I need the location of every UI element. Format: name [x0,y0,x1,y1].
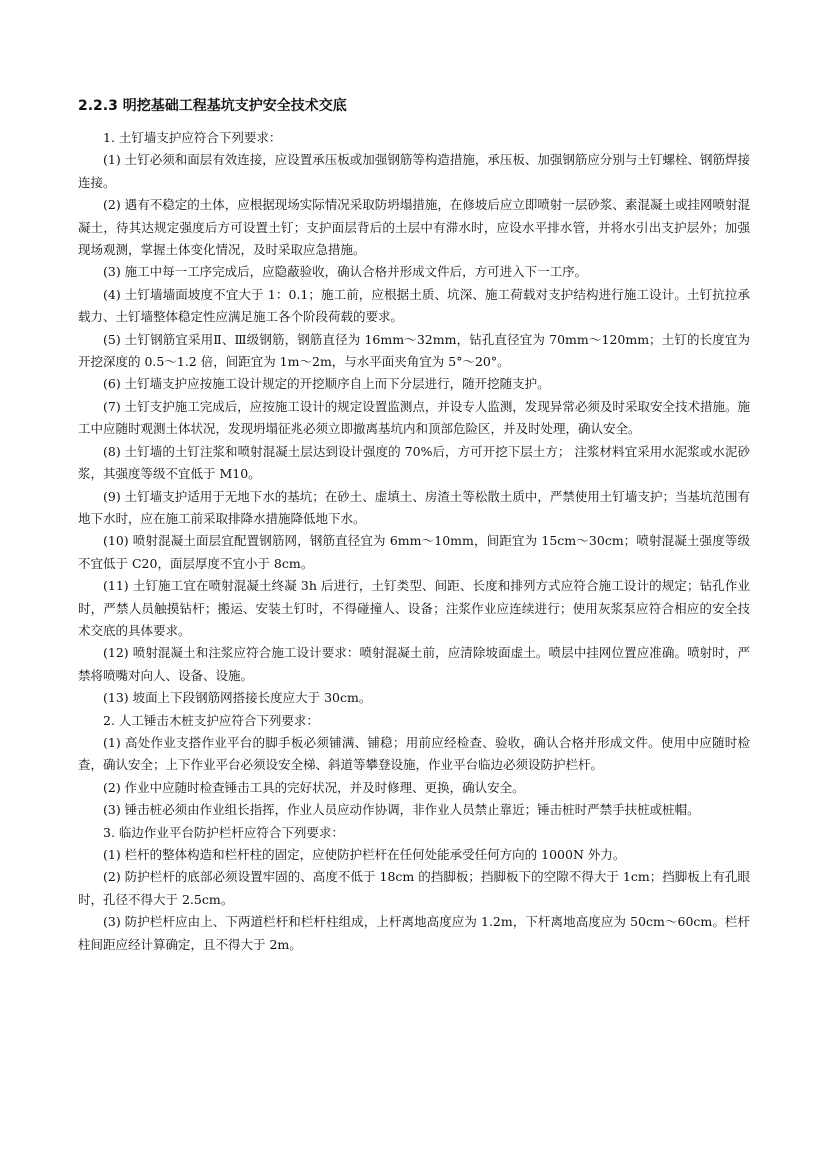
list-item: (3) 锤击桩必须由作业组长指挥，作业人员应动作协调，非作业人员禁止靠近；锤击桩时严禁手扶桩或桩帽。 [103,802,700,818]
list-item: (12) 喷射混凝土和注浆应符合施工设计要求：喷射混凝土前，应清除坡面虚土。喷层中挂网位置应准确。喷射时，严禁将喷嘴对向人、设备、设施。 [78,645,750,683]
list-item: (5) 土钉钢筋宜采用Ⅱ、Ⅲ级钢筋，钢筋直径为 16mm～32mm，钻孔直径宜为 70mm～120mm；土钉的长度宜为开挖深度的 0.5～1.2 倍，间距宜为 1m～2m，与水平面夹角宜为 5°～20°。 [78,331,750,370]
list-heading-soil-nail-wall: 1. 土钉墙支护应符合下列要求： [103,130,282,145]
list-item: (7) 土钉支护施工完成后，应按施工设计的规定设置监测点，并设专人监测，发现异常必须及时采取安全技术措施。施工中应随时观测土体状况，发现坍塌征兆必须立即撤离基坑内和顶部危险区，并及时处理，确认安全。 [78,398,750,437]
list-item: (9) 土钉墙支护适用于无地下水的基坑；在砂土、虚填土、房渣土等松散土质中，严禁使用土钉墙支护；当基坑范围有地下水时，应在施工前采取排降水措施降低地下水。 [78,488,750,526]
list-item: (1) 高处作业支搭作业平台的脚手板必须铺满、铺稳；用前应经检查、验收，确认合格并形成文件。使用中应随时检查，确认安全；上下作业平台必须设安全梯、斜道等攀登设施，作业平台临边必须设防护栏杆。 [78,734,750,773]
list-item: (1) 栏杆的整体构造和栏杆柱的固定，应使防护栏杆在任何处能承受任何方向的 1000N 外力。 [103,847,626,862]
list-item: (6) 土钉墙支护应按施工设计规定的开挖顺序自上而下分层进行，随开挖随支护。 [103,376,550,392]
list-heading-guardrail: 3. 临边作业平台防护栏杆应符合下列要求： [103,824,344,840]
list-item: (11) 土钉施工宜在喷射混凝土终凝 3h 后进行，土钉类型、间距、长度和排列方式应符合施工设计的规定；钻孔作业时，严禁人员触摸钻杆；搬运、安装土钉时，不得碰撞人、设备；注浆作业应连续进行；使用灰浆泵应符合相应的安全技术交底的具体要求。 [78,578,750,638]
list-item: (3) 防护栏杆应由上、下两道栏杆和栏杆柱组成，上杆离地高度应为 1.2m，下杆离地高度应为 50cm～60cm。栏杆柱间距应经计算确定，且不得大于 2m。 [78,914,750,952]
list-item: (2) 作业中应随时检查锤击工具的完好状况，并及时修理、更换，确认安全。 [103,779,525,795]
document-page [78,96,750,956]
list-item: (13) 坡面上下段钢筋网搭接长度应大于 30cm。 [103,690,372,706]
list-item: (8) 土钉墙的土钉注浆和喷射混凝土层达到设计强度的 70%后，方可开挖下层土方； 注浆材料宜采用水泥浆或水泥砂浆，其强度等级不宜低于 M10。 [78,443,750,482]
list-item: (2) 防护栏杆的底部必须设置牢固的、高度不低于 18cm 的挡脚板；挡脚板下的空隙不得大于 1cm；挡脚板上有孔眼时，孔径不得大于 2.5cm。 [78,869,750,907]
list-item: (2) 遇有不稳定的土体，应根据现场实际情况采取防坍塌措施，在修坡后应立即喷射一层砂浆、素混凝土或挂网喷射混凝土，待其达规定强度后方可设置土钉；支护面层背后的土层中有滞水时，应设水平排水管，并将水引出支护层外；加强现场观测，掌握土体变化情况，及时采取应急措施。 [78,197,750,258]
list-item: (1) 土钉必须和面层有效连接，应设置承压板或加强钢筋等构造措施，承压板、加强钢筋应分别与土钉螺栓、钢筋焊接连接。 [78,152,750,190]
list-item: (3) 施工中每一工序完成后，应隐蔽验收，确认合格并形成文件后，方可进入下一工序。 [103,264,588,280]
list-heading-timber-pile: 2. 人工锤击木桩支护应符合下列要求： [103,712,319,728]
list-item: (4) 土钉墙墙面坡度不宜大于 1：0.1；施工前，应根据土质、坑深、施工荷载对支护结构进行施工设计。土钉抗拉承载力、土钉墙整体稳定性应满足施工各个阶段荷载的要求。 [78,286,750,325]
section-heading: 2.2.3 明挖基础工程基坑支护安全技术交底 [78,98,347,114]
list-item: (10) 喷射混凝土面层宜配置钢筋网，钢筋直径宜为 6mm～10mm，间距宜为 15cm～30cm；喷射混凝土强度等级不宜低于 C20，面层厚度不宜小于 8cm。 [78,533,750,571]
